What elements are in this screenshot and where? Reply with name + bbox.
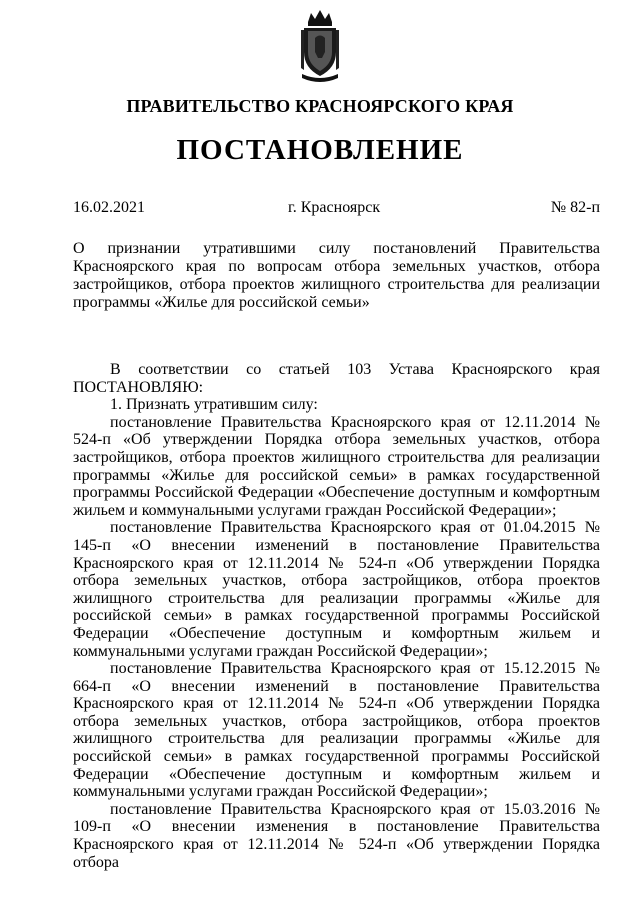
document-meta-row [73,199,600,221]
government-title: ПРАВИТЕЛЬСТВО КРАСНОЯРСКОГО КРАЯ [126,96,514,116]
repealed-entry-4: постановление Правительства Красноярского края от 15.03.2016 № 109-п «О внесении изменения в постановление Правительства Красноярского края от 12.11.2014 № 524-п «Об утверждении Порядка отбора [73,800,600,871]
repealed-entry-2: постановление Правительства Красноярского края от 01.04.2015 № 145-п «О внесении изменений в постановление Правительства Красноярского края от 12.11.2014 № 524-п «Об утверждении Порядка отбора земельных участков, отбора застройщиков, отбора проектов жилищного строительства для реализации программы «Жилье для российской семьи» в рамках государственной программы Российской Федерации «Обеспечение доступным и комфортным жильем и коммунальными услугами граждан Российской Федерации»; [73,519,600,660]
document-subject: О признании утратившими силу постановлений Правительства Красноярского края по вопросам отбора земельных участков, отбора застройщиков, отбора проектов жилищного строительства для реализации программы «Жилье для российской семьи» [73,240,600,311]
repealed-entry-1: постановление Правительства Красноярского края от 12.11.2014 № 524-п «Об утверждении Порядка отбора земельных участков, отбора застройщиков, отбора проектов жилищного строительства для реализации программы «Жилье для российской семьи» в рамках государственной программы Российской Федерации «Обеспечение доступным и комфортным жильем и коммунальными услугами граждан Российской Федерации»; [73,413,600,519]
decree-word: ПОСТАНОВЛЯЮ: [73,378,204,396]
krasnoyarsk-coat-of-arms-icon [300,8,340,83]
item-1-paragraph: 1. Признать утратившим силу: [110,396,318,414]
repealed-entry-3: постановление Правительства Красноярского края от 15.12.2015 № 664-п «О внесении изменений в постановление Правительства Красноярского края от 12.11.2014 № 524-п «Об утверждении Порядка отбора земельных участков, отбора застройщиков, отбора проектов жилищного строительства для реализации программы «Жилье для российской семьи» в рамках государственной программы Российской Федерации «Обеспечение доступным и комфортным жильем и коммунальными услугами граждан Российской Федерации»; [73,660,600,801]
document-date: 16.02.2021 [73,199,145,216]
document-city: г. Красноярск [288,199,381,216]
document-number: № 82-п [550,199,600,216]
preamble-paragraph: В соответствии со статьей 103 Устава Красноярского края [110,361,600,378]
document-body [73,361,600,871]
document-type-title: ПОСТАНОВЛЕНИЕ [176,134,464,166]
